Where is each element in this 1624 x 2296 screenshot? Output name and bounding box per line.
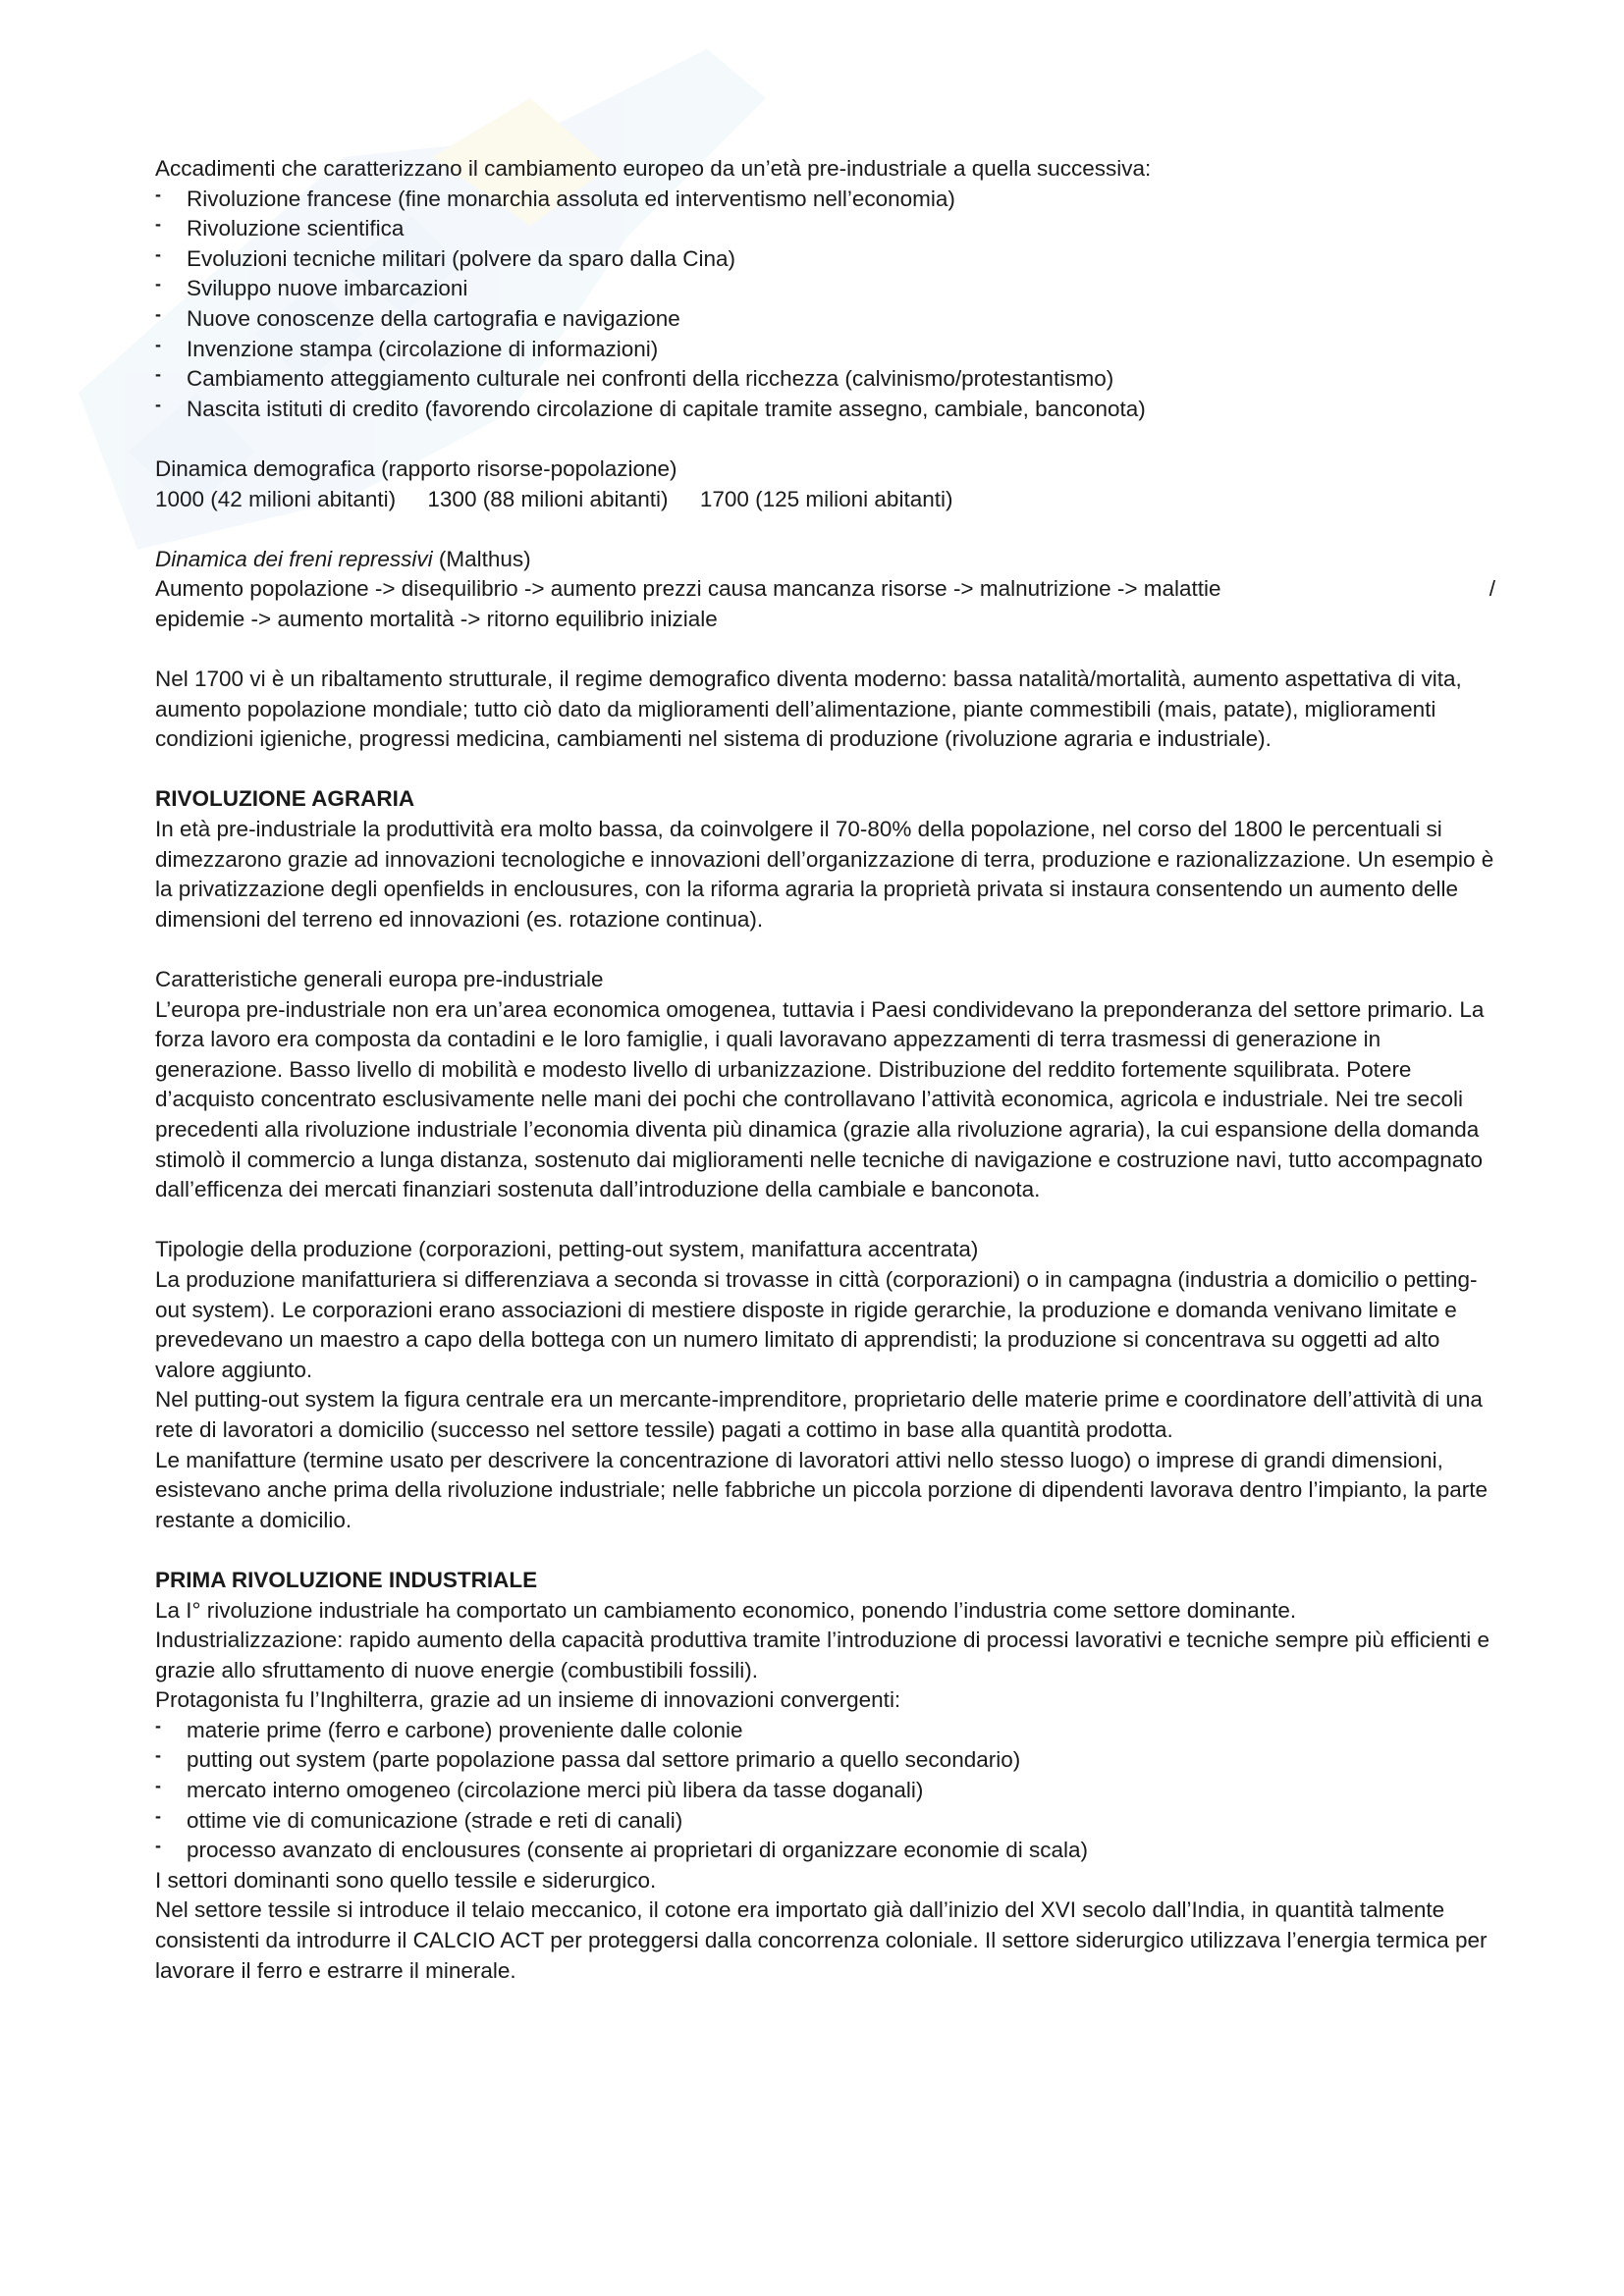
agraria-paragraph: In età pre-industriale la produttività era molto bassa, da coinvolgere il 70-80% della popolazione, nel corso del 1800 le percentuali si dimezzarono grazie ad innovazioni tecnologiche e innovazioni dell’organizzazione di terra, produzione e razionalizzazione. Un esempio è la privatizzazione degli openfields in enclousures, con la riforma agraria la proprietà privata si instaura consentendo un aumento delle dimensioni del terreno ed innovazioni (es. rotazione continua).	[155, 817, 1494, 932]
list-item: - mercato interno omogeneo (circolazione merci più libera da tasse doganali)	[155, 1776, 1495, 1806]
list-item: - Rivoluzione francese (fine monarchia assoluta ed interventismo nell’economia)	[155, 185, 1495, 215]
year-1700: 1700 (125 milioni abitanti)	[699, 486, 953, 511]
document-page	[155, 154, 1495, 1986]
list-item: - Nascita istituti di credito (favorendo circolazione di capitale tramite assegno, cambiale, banconota)	[155, 395, 1495, 425]
industriale-section	[155, 1566, 1495, 1986]
agraria-section	[155, 784, 1495, 934]
tipologie-title: Tipologie della produzione (corporazioni, petting-out system, manifattura accentrata)	[155, 1237, 979, 1262]
tipologie-paragraph-1: La produzione manifatturiera si differenziava a seconda si trovasse in città (corporazioni) o in campagna (industria a domicilio o petting-out system). Le corporazioni erano associazioni di mestiere disposte in rigide gerarchie, la produzione e domanda venivano limitate e prevedevano un maestro a capo della bottega con un numero limitato di apprendisti; la produzione si concentrava su oggetti ad alto valore aggiunto.	[155, 1266, 1478, 1382]
year-1000: 1000 (42 milioni abitanti)	[155, 486, 397, 511]
freni-line-2: epidemie -> aumento mortalità -> ritorno equilibrio iniziale	[155, 606, 718, 631]
list-item: - Evoluzioni tecniche militari (polvere da sparo dalla Cina)	[155, 244, 1495, 275]
tipologie-paragraph-2: Nel putting-out system la figura centrale era un mercante-imprenditore, proprietario delle materie prime e coordinatore dell’attività di una rete di lavoratori a domicilio (successo nel settore tessile) pagati a cottimo in base alla quantità prodotta.	[155, 1387, 1483, 1442]
list-item: - Nuove conoscenze della cartografia e navigazione	[155, 304, 1495, 335]
caratteristiche-section	[155, 965, 1495, 1205]
list-item: - Invenzione stampa (circolazione di informazioni)	[155, 335, 1495, 365]
agraria-heading: RIVOLUZIONE AGRARIA	[155, 786, 415, 812]
caratteristiche-paragraph: L’europa pre-industriale non era un’area economica omogenea, tuttavia i Paesi condividevano la preponderanza del settore primario. La forza lavoro era composta da contadini e le loro famiglie, i quali lavoravano appezzamenti di terra trasmessi di generazione in generazione. Basso livello di mobilità e modesto livello di urbanizzazione. Distribuzione del reddito fortemente squilibrata. Potere d’acquisto concentrato esclusivamente nelle mani dei pochi che controllavano l’attività economica, agricola e industriale. Nei tre secoli precedenti alla rivoluzione industriale l’economia diventa più dinamica (grazie alla rivoluzione agraria), la cui espansione della domanda stimolò il commercio a lunga distanza, sostenuto dai miglioramenti nelle tecniche di navigazione e costruzione navi, tutto accompagnato dall’efficenza dei mercati finanziari sostenuta dall’introduzione della cambiale e banconota.	[155, 996, 1485, 1202]
tipologie-paragraph-3: Le manifatture (termine usato per descrivere la concentrazione di lavoratori attivi nello stesso luogo) o imprese di grandi dimensioni, esistevano anche prima della rivoluzione industriale; nelle fabbriche un piccola porzione di dipendenti lavorava dentro l’impianto, la parte restante a domicilio.	[155, 1447, 1489, 1532]
freni-title-rest: (Malthus)	[432, 546, 531, 571]
list-item: - Cambiamento atteggiamento culturale nei confronti della ricchezza (calvinismo/protestantismo)	[155, 364, 1495, 395]
list-item: - putting out system (parte popolazione passa dal settore primario a quello secondario)	[155, 1745, 1495, 1776]
industriale-paragraph-2: Industrializzazione: rapido aumento della capacità produttiva tramite l’introduzione di processi lavorativi e tecniche sempre più efficienti e grazie allo sfruttamento di nuove energie (combustibili fossili).	[155, 1628, 1490, 1682]
list-item: - Rivoluzione scientifica	[155, 214, 1495, 244]
intro-list	[155, 185, 1495, 425]
year-1300: 1300 (88 milioni abitanti)	[427, 486, 669, 511]
intro-section	[155, 154, 1495, 424]
demografia-title: Dinamica demografica (rapporto risorse-popolazione)	[155, 455, 677, 481]
freni-title-italic: Dinamica dei freni repressivi	[155, 546, 433, 571]
freni-line-1: Aumento popolazione -> disequilibrio -> aumento prezzi causa mancanza risorse -> malnutrizione -> malattie /	[155, 574, 1495, 605]
tipologie-section	[155, 1235, 1495, 1535]
freni-section	[155, 545, 1495, 635]
industriale-list	[155, 1716, 1495, 1866]
freni-separator: /	[1489, 576, 1495, 602]
industriale-heading: PRIMA RIVOLUZIONE INDUSTRIALE	[155, 1567, 538, 1592]
list-item: - Sviluppo nuove imbarcazioni	[155, 274, 1495, 304]
intro-title: Accadimenti che caratterizzano il cambiamento europeo da un’età pre-industriale a quella successiva:	[155, 156, 1152, 181]
demografia-section	[155, 454, 1495, 514]
industriale-paragraph-5: Nel settore tessile si introduce il telaio meccanico, il cotone era importato già dall’inizio del XVI secolo dall’India, in quantità talmente consistenti da introdurre il CALCIO ACT per proteggersi dalla concorrenza coloniale. Il settore siderurgico utilizzava l’energia termica per lavorare il ferro e estrarre il minerale.	[155, 1897, 1488, 1983]
ribaltamento-paragraph: Nel 1700 vi è un ribaltamento strutturale, il regime demografico diventa moderno: bassa natalità/mortalità, aumento aspettativa di vita, aumento popolazione mondiale; tutto ciò dato da miglioramenti dell’alimentazione, piante commestibili (mais, patate), miglioramenti condizioni igieniche, progressi medicina, cambiamenti nel sistema di produzione (rivoluzione agraria e industriale).	[155, 667, 1462, 752]
ribaltamento-section	[155, 665, 1495, 755]
list-item: - ottime vie di comunicazione (strade e reti di canali)	[155, 1806, 1495, 1837]
list-item: - materie prime (ferro e carbone) proveniente dalle colonie	[155, 1716, 1495, 1746]
industriale-paragraph-4: I settori dominanti sono quello tessile e siderurgico.	[155, 1867, 657, 1893]
caratteristiche-title: Caratteristiche generali europa pre-industriale	[155, 967, 604, 992]
demografia-years	[155, 485, 1495, 515]
industriale-paragraph-1: La I° rivoluzione industriale ha comportato un cambiamento economico, ponendo l’industria come settore dominante.	[155, 1597, 1297, 1623]
list-item: - processo avanzato di enclousures (consente ai proprietari di organizzare economie di scala)	[155, 1836, 1495, 1866]
industriale-paragraph-3: Protagonista fu l’Inghilterra, grazie ad un insieme di innovazioni convergenti:	[155, 1687, 901, 1713]
freni-title	[155, 545, 1495, 575]
